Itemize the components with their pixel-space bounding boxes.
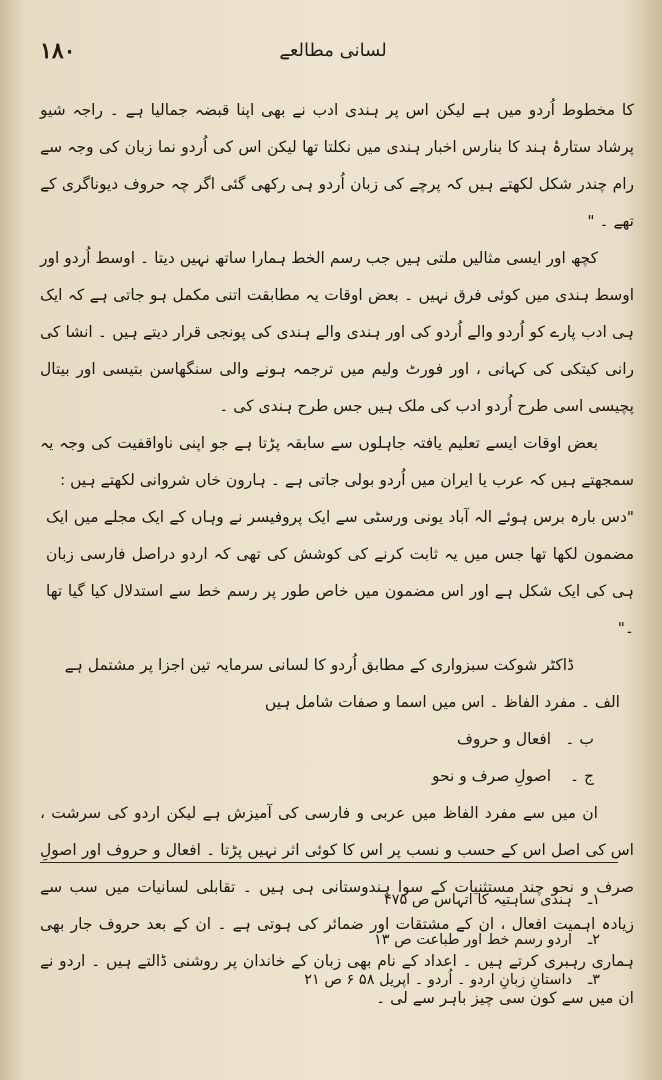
- footnote-text: اردو رسم خط اور طباعت ص ۱۳: [373, 932, 572, 948]
- list-item: [40, 684, 620, 721]
- body-text: [40, 92, 634, 1017]
- footnote-text: داستانِ زبانِ اردو ۔ اُردو ۔ اپریل ۵۸ ۶ ص ۲۱: [304, 972, 572, 988]
- list-item: [40, 721, 594, 758]
- list-item-mark: الف ۔: [580, 693, 620, 711]
- list-item-text: مفرد الفاظ ۔ اس میں اسما و صفات شامل ہیں: [264, 693, 576, 711]
- footnote-divider: [40, 862, 618, 863]
- list-intro: ڈاکٹر شوکت سبزواری کے مطابق اُردو کا لسانی سرمایہ تین اجزا پر مشتمل ہے: [64, 656, 574, 674]
- paragraph-misconception: بعض اوقات ایسے تعلیم یافتہ جاہلوں سے سابقہ پڑتا ہے جو اپنی ناواقفیت کی وجہ یہ سمجھتے ہیں کہ عرب یا ایران میں اُردو بولی جاتی ہے ۔ ہارون خاں شروانی لکھتے ہیں :: [40, 434, 634, 489]
- footnote: [60, 960, 616, 1000]
- page-number: ۱۸۰: [40, 38, 76, 64]
- footnote: [60, 880, 616, 920]
- footnote: [60, 920, 616, 960]
- paragraph-examples: کچھ اور ایسی مثالیں ملتی ہیں جب رسم الخط ہمارا ساتھ نہیں دیتا ۔ اوسط اُردو اور اوسط ہندی میں کوئی فرق نہیں ۔ بعض اوقات یہ مطابقت اتنی مکمل ہو جاتی ہے کہ ایک ہی ادب پارے کو اُردو والے اُردو کی اور ہندی والے ہندی کی پونجی قرار دیتے ہیں ۔ انشا کی رانی کیتکی کی کہانی ، اور فورٹ ولیم میں ترجمہ ہونے والی سنگھاسن بتیسی اور بیتال پچیسی اسی طرح اُردو ادب کی ملک ہیں جس طرح ہندی کی ۔: [40, 249, 634, 415]
- footnote-mark: ۳ـ: [587, 972, 601, 988]
- component-list: [40, 684, 634, 795]
- list-item-mark: ب ۔: [565, 730, 594, 748]
- list-item-text: افعال و حروف: [456, 730, 552, 748]
- list-item: [40, 758, 594, 795]
- footnote-mark: ۱ـ: [587, 892, 601, 908]
- block-quote: "دس بارہ برس ہوئے الہ آباد یونی ورسٹی سے ایک پروفیسر نے وہاں کے ایک مجلے میں ایک مضمون لکھا تھا جس میں یہ ثابت کرنے کی کوشش کی تھی کہ اردو دراصل فارسی زبان ہی کی ایک شکل ہے اور اس مضمون میں خاص طور پر رسم خط سے استدلال کیا گیا تھا ۔": [46, 508, 634, 637]
- page-header: [30, 38, 636, 82]
- list-item-text: اصولِ صرف و نحو: [431, 767, 552, 785]
- running-title: لسانی مطالعے: [279, 40, 387, 61]
- footnote-text: ہندی ساہتیہ کا اتہاس ص ۴۷۵: [383, 892, 572, 908]
- paragraph-analysis: ان میں سے مفرد الفاظ میں عربی و فارسی کی آمیزش ہے لیکن اردو کی سرشت ، اس کی اصل اس کے حسب و نسب پر اس کا کوئی اثر نہیں پڑتا ۔ افعال و حروف اور اصولِ صرف و نحو چند مستثنیات کے سوا ہندوستانی ہی ہیں ۔ تقابلی لسانیات میں سب سے زیادہ اہمیت افعال ، ان کے مشتقات اور ضمائر کی ہوتی ہے ۔ ان کے بعد حروف جار بھی ہماری رہبری کرتے ہیں ۔ اعداد کے نام بھی زبان کے خاندان پر روشنی ڈالتے ہیں ۔ اردو نے ان میں سے کون سی چیز باہر سے لی ۔: [40, 804, 634, 1007]
- footnote-mark: ۲ـ: [587, 932, 601, 948]
- paragraph-continued: کا مخطوط اُردو میں ہے لیکن اس پر ہندی ادب نے بھی اپنا قبضہ جمالیا ہے ۔ راجہ شیو پرشاد ستارۂ ہند کا بنارس اخبار ہندی میں نکلتا تھا لیکن اس کی اُردو نما زبان کی وجہ سے رام چندر شکل لکھتے ہیں کہ پرچے کی زبان اُردو ہی رکھی گئی اگر چہ حروف دیوناگری کے تھے ۔ ": [40, 101, 634, 230]
- footnotes: [60, 880, 616, 1000]
- list-item-mark: ج ۔: [569, 767, 594, 785]
